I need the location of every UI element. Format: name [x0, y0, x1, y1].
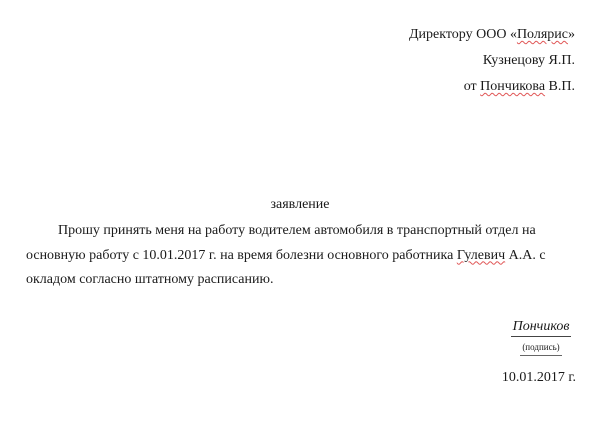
sender-surname: Пончикова [480, 79, 546, 94]
body-line-2-end: А.А. с [505, 247, 546, 263]
addressee-director-suffix: » [568, 27, 575, 42]
signature-caption-rule [520, 355, 561, 356]
employee-surname: Гулевич [456, 247, 506, 263]
addressee-line-director [409, 22, 575, 48]
body-line-3: окладом согласно штатному расписанию. [26, 272, 274, 287]
application-body [26, 219, 566, 293]
addressee-director-prefix: Директору ООО « [408, 27, 517, 42]
signature-name: Пончиков [512, 319, 570, 334]
sender-initials: В.П. [545, 79, 575, 94]
addressee-block [409, 22, 575, 100]
company-name: Полярис [516, 27, 568, 42]
document-title: заявление [270, 197, 330, 212]
body-line-1: Прошу принять меня на работу водителем автомобиля в транспортный отдел на [58, 223, 536, 238]
addressee-line-name: Кузнецову Я.П. [482, 53, 575, 68]
body-line-2-start: основную работу с 10.01.2017 г. на время болезни основного работника [26, 247, 457, 263]
document-date: 10.01.2017 г. [501, 370, 576, 385]
signature-caption-wrap [522, 337, 559, 355]
signature-caption: (подпись) [522, 342, 560, 352]
body-line-2 [26, 244, 566, 269]
sender-prefix: от [463, 79, 481, 94]
signature-block [506, 319, 576, 355]
sender-line [409, 74, 575, 100]
